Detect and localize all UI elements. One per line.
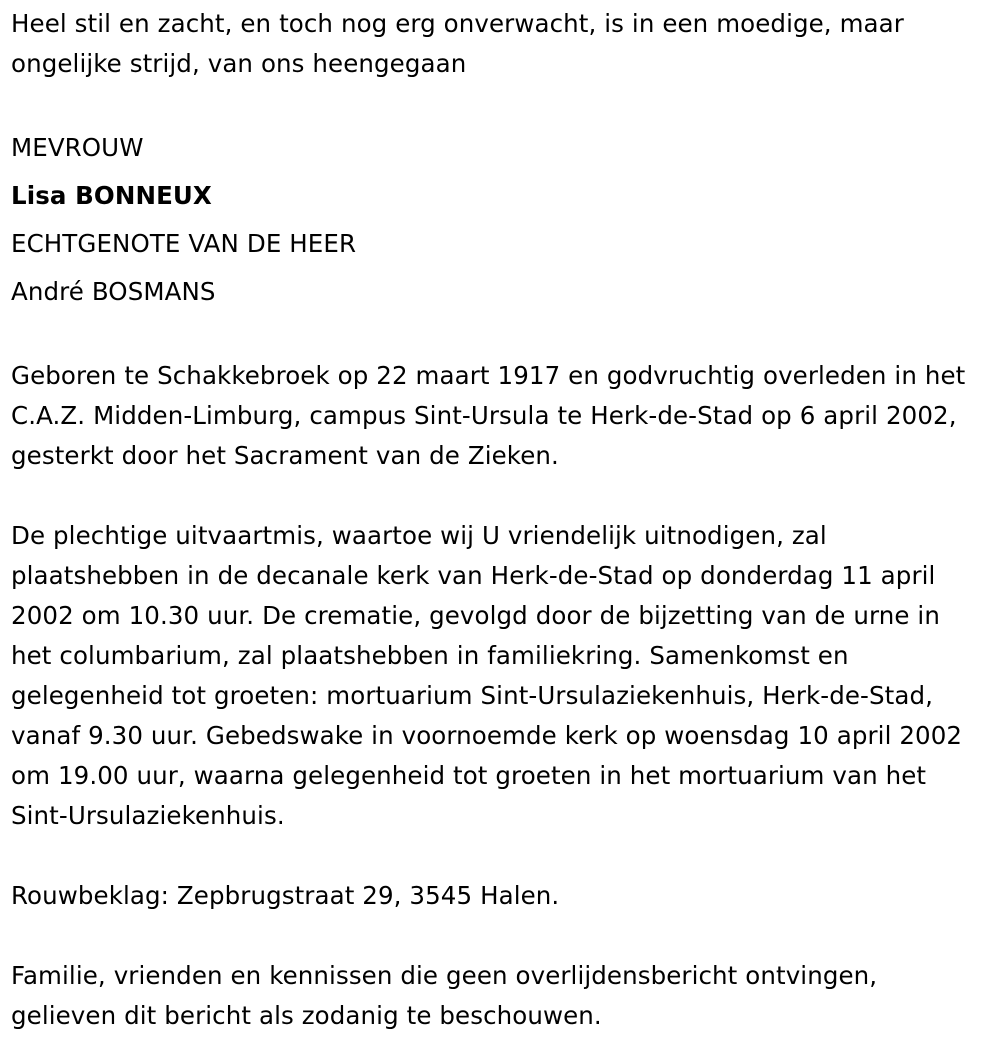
spouse-label: ECHTGENOTE VAN DE HEER bbox=[11, 229, 357, 258]
spacer bbox=[11, 476, 986, 516]
ceremony-paragraph: De plechtige uitvaartmis, waartoe wij U vriendelijk uitnodigen, zal plaatshebben in de decanale kerk van Herk-de-Stad op donderdag 11 april 2002 om 10.30 uur. De crematie, gevolgd door de bijzetting van de urne in het columbarium, zal plaatshebben in familiekring. Samenkomst en gelegenheid tot groeten: mortuarium Sint-Ursulaziekenhuis, Herk-de-Stad, vanaf 9.30 uur. Gebedswake in voornoemde kerk op woensdag 10 april 2002 om 19.00 uur, waarna gelegenheid tot groeten in het mortuarium van het Sint-Ursulaziekenhuis. bbox=[11, 521, 963, 830]
spacer bbox=[11, 836, 986, 876]
spacer bbox=[11, 916, 986, 956]
title-prefix: MEVROUW bbox=[11, 133, 144, 162]
closing-note: Familie, vrienden en kennissen die geen overlijdensbericht ontvingen, gelieven dit bericht als zodanig te beschouwen. bbox=[11, 961, 878, 1030]
spacer bbox=[11, 84, 986, 124]
intro-paragraph: Heel stil en zacht, en toch nog erg onverwacht, is in een moedige, maar ongelijke strijd, van ons heengegaan bbox=[11, 9, 904, 78]
death-notice bbox=[11, 4, 986, 1036]
birth-death-paragraph: Geboren te Schakkebroek op 22 maart 1917 en godvruchtig overleden in het C.A.Z. Midden-Limburg, campus Sint-Ursula te Herk-de-Stad op 6 april 2002, gesterkt door het Sacrament van de Zieken. bbox=[11, 361, 966, 470]
deceased-name: Lisa BONNEUX bbox=[11, 181, 212, 210]
condolence-address: Rouwbeklag: Zepbrugstraat 29, 3545 Halen. bbox=[11, 881, 560, 910]
spouse-name: André BOSMANS bbox=[11, 277, 216, 306]
spacer bbox=[11, 316, 986, 356]
